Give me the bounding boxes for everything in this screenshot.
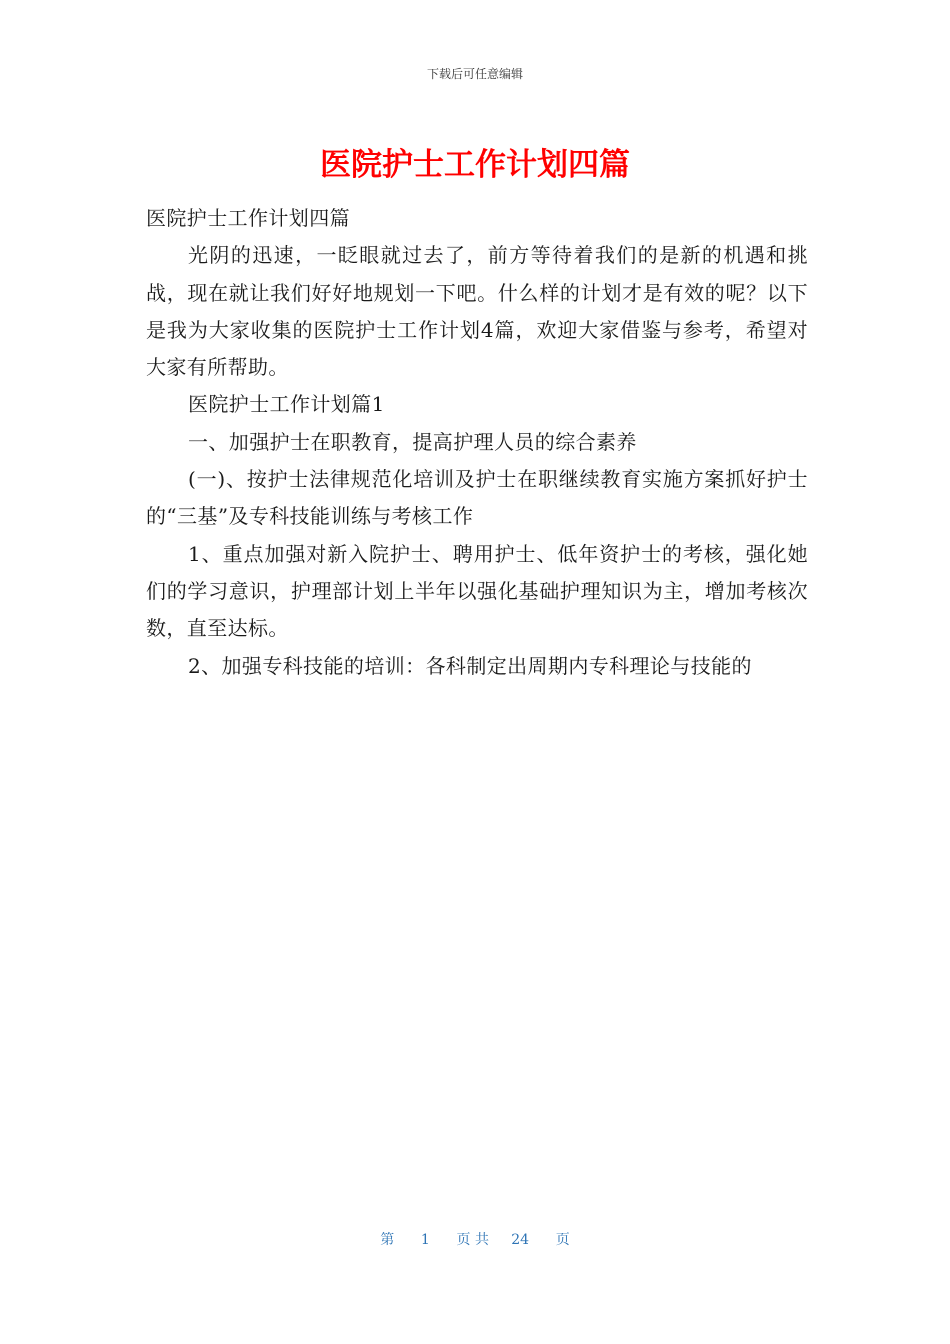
paragraph-point-one: 一、加强护士在职教育，提高护理人员的综合素养 xyxy=(188,429,637,454)
page-footer xyxy=(0,1230,950,1250)
page-header-note: 下载后可任意编辑 xyxy=(426,67,523,81)
footer-suffix: 页 xyxy=(555,1232,570,1248)
footer-current-page: 1 xyxy=(420,1232,430,1248)
paragraph-section-heading: 医院护士工作计划篇1 xyxy=(188,392,385,417)
footer-middle: 页 共 xyxy=(456,1232,489,1248)
footer-total-pages: 24 xyxy=(511,1232,530,1248)
document-body xyxy=(146,200,808,685)
paragraph-subpoint-one: (一)、按护士法律规范化培训及护士在职继续教育实施方案抓好护士的“三基”及专科技能训练与考核工作 xyxy=(146,467,808,529)
paragraph-item-2: 2、加强专科技能的培训：各科制定出周期内专科理论与技能的 xyxy=(188,653,752,678)
paragraph-subtitle: 医院护士工作计划四篇 xyxy=(146,206,350,230)
document-title: 医院护士工作计划四篇 xyxy=(320,147,630,183)
paragraph-intro: 光阴的迅速，一眨眼就过去了，前方等待着我们的是新的机遇和挑战，现在就让我们好好地规划一下吧。什么样的计划才是有效的呢？以下是我为大家收集的医院护士工作计划4篇，欢迎大家借鉴与参考，希望对大家有所帮助。 xyxy=(146,243,808,380)
paragraph-item-1: 1、重点加强对新入院护士、聘用护士、低年资护士的考核，强化她们的学习意识，护理部计划上半年以强化基础护理知识为主，增加考核次数，直至达标。 xyxy=(146,541,808,641)
footer-prefix: 第 xyxy=(380,1232,395,1248)
